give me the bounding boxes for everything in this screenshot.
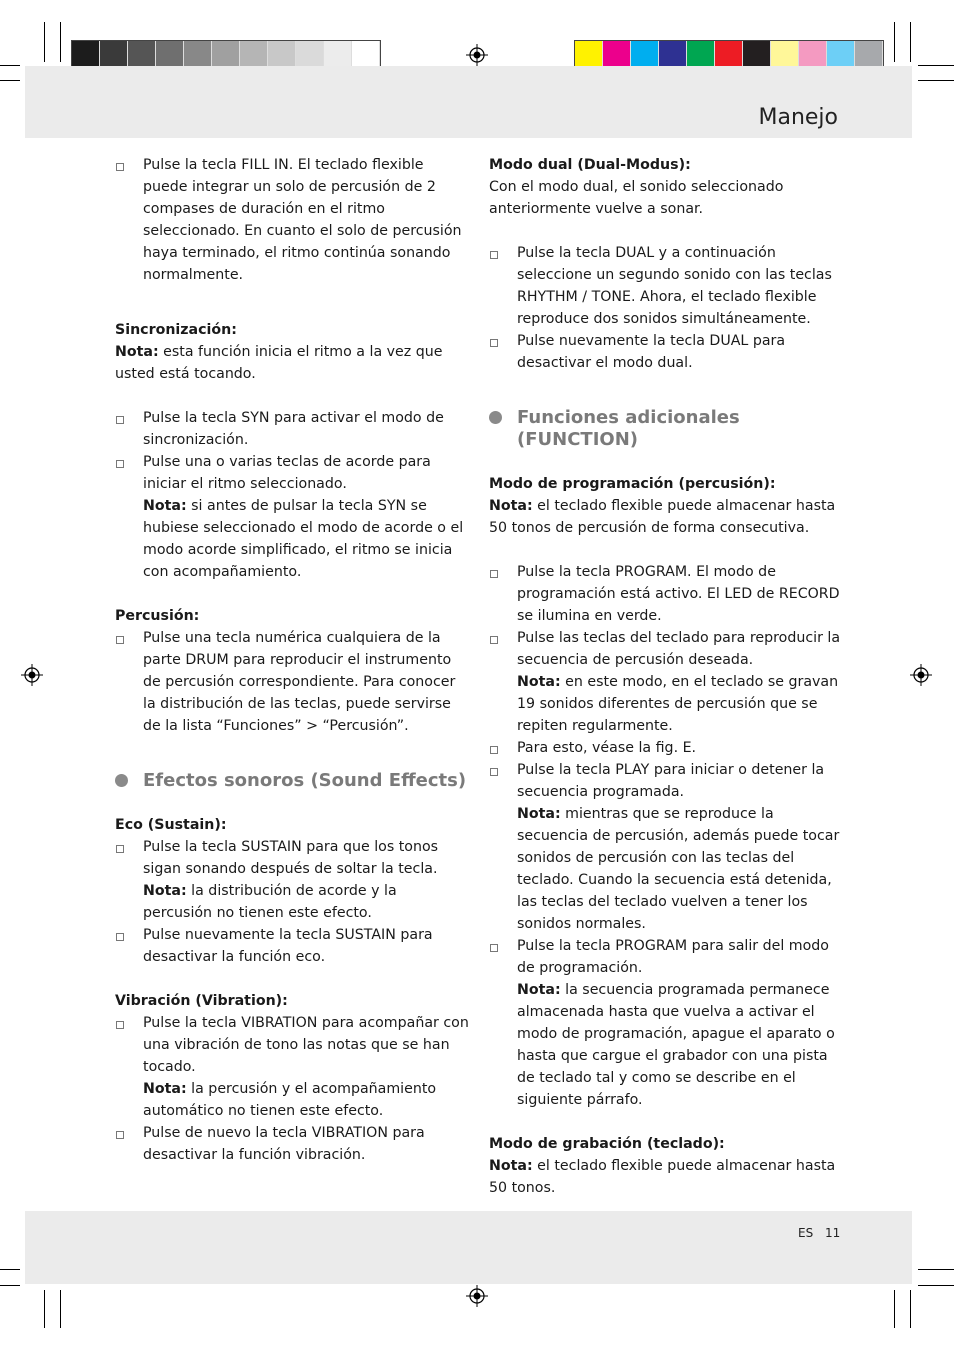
note-text: la secuencia programada permanece almacenada hasta que vuelva a activar el modo de programación, apague el aparato o hasta que cargue el grabador con una pista de teclado tal y como se describe en el siguiente párrafo. xyxy=(517,982,835,1108)
section-heading-text: Efectos sonoros (Sound Effects) xyxy=(143,770,467,791)
list-item xyxy=(115,836,470,924)
crop-mark xyxy=(918,65,954,66)
checkbox-bullet-icon xyxy=(116,1131,124,1139)
list-item xyxy=(489,737,844,759)
note-text: mientras que se reproduce la secuencia de percusión, además puede tocar sonidos de percusión con las teclas del teclado. Cuando la secuencia está detenida, las teclas del teclado vuelven a tener los sonidos normales. xyxy=(517,806,840,932)
item-text: Pulse la tecla SUSTAIN para que los tonos sigan sonando después de soltar la tecla. xyxy=(143,839,439,877)
note-text: la distribución de acorde y la percusión no tienen este efecto. xyxy=(143,883,397,921)
crop-mark xyxy=(0,1285,20,1286)
list-item xyxy=(115,451,470,583)
note-paragraph xyxy=(489,495,844,539)
list-item xyxy=(115,1012,470,1122)
note-text: si antes de pulsar la tecla SYN se hubiese seleccionado el modo de acorde o el modo acorde simplificado, el ritmo se inicia con acompañamiento. xyxy=(143,498,464,580)
list-item xyxy=(115,627,470,737)
subheading: Modo de programación (percusión): xyxy=(489,476,776,492)
subheading: Modo de grabación (teclado): xyxy=(489,1136,725,1152)
item-text: Pulse nuevamente la tecla SUSTAIN para desactivar la función eco. xyxy=(143,927,433,965)
note-label: Nota: xyxy=(143,1081,187,1097)
list-item xyxy=(489,330,844,374)
item-text: Pulse la tecla PROGRAM. El modo de programación está activo. El LED de RECORD se ilumina en verde. xyxy=(517,564,840,624)
subheading: Modo dual (Dual-Modus): xyxy=(489,157,691,173)
crop-mark xyxy=(60,22,61,62)
list-item xyxy=(489,627,844,737)
crop-mark xyxy=(918,1285,954,1286)
item-text: Pulse la tecla DUAL y a continuación seleccione un segundo sonido con las teclas RHYTHM / TONE. Ahora, el teclado flexible reproduce dos sonidos simultáneamente. xyxy=(517,245,832,327)
checkbox-bullet-icon xyxy=(490,570,498,578)
crop-mark xyxy=(918,80,954,81)
checkbox-bullet-icon xyxy=(490,944,498,952)
note-label: Nota: xyxy=(517,806,561,822)
item-text: Para esto, véase la fig. E. xyxy=(517,740,697,756)
checkbox-bullet-icon xyxy=(490,251,498,259)
checkbox-bullet-icon xyxy=(116,1021,124,1029)
note-label: Nota: xyxy=(143,498,187,514)
checkbox-bullet-icon xyxy=(116,163,124,171)
crop-mark xyxy=(910,1290,911,1328)
language-code: ES xyxy=(798,1226,814,1240)
note-paragraph xyxy=(489,1155,844,1199)
list-item xyxy=(489,759,844,935)
section-heading xyxy=(489,407,844,451)
right-column xyxy=(489,154,844,1199)
note-label: Nota: xyxy=(517,982,561,998)
note-text: la percusión y el acompañamiento automático no tienen este efecto. xyxy=(143,1081,437,1119)
checkbox-bullet-icon xyxy=(490,339,498,347)
registration-mark-icon xyxy=(21,664,43,686)
note-label: Nota: xyxy=(115,344,159,360)
checkbox-bullet-icon xyxy=(116,460,124,468)
note-text: el teclado flexible puede almacenar hasta 50 tonos. xyxy=(489,1158,836,1196)
list-item xyxy=(489,242,844,330)
bullet-dot-icon xyxy=(115,774,128,787)
checkbox-bullet-icon xyxy=(490,636,498,644)
note-label: Nota: xyxy=(517,674,561,690)
item-text: Pulse la tecla SYN para activar el modo de sincronización. xyxy=(143,410,444,448)
checkbox-bullet-icon xyxy=(116,636,124,644)
item-text: Pulse la tecla VIBRATION para acompañar con una vibración de tono las notas que se han tocado. xyxy=(143,1015,469,1075)
checkbox-bullet-icon xyxy=(116,933,124,941)
crop-mark xyxy=(0,65,20,66)
list-item xyxy=(489,935,844,1111)
section-heading-text: Funciones adicionales (FUNCTION) xyxy=(517,407,740,450)
list-item xyxy=(115,154,470,286)
crop-mark xyxy=(44,22,45,62)
left-column xyxy=(115,154,470,1166)
page-title: Manejo xyxy=(758,105,838,130)
registration-mark-icon xyxy=(466,1285,488,1307)
registration-mark-icon xyxy=(910,664,932,686)
item-text: Pulse una tecla numérica cualquiera de la parte DRUM para reproducir el instrumento de percusión correspondiente. Para conocer la distribución de las teclas, puede servirse de la lista “Funciones” > “Percusión”. xyxy=(143,630,456,734)
item-text: Pulse de nuevo la tecla VIBRATION para desactivar la función vibración. xyxy=(143,1125,425,1163)
checkbox-bullet-icon xyxy=(490,746,498,754)
crop-mark xyxy=(44,1290,45,1328)
list-item xyxy=(489,561,844,627)
list-item xyxy=(115,924,470,968)
crop-mark xyxy=(60,1290,61,1328)
note-paragraph xyxy=(115,341,470,385)
item-text: Pulse nuevamente la tecla DUAL para desactivar el modo dual. xyxy=(517,333,786,371)
list-item xyxy=(115,1122,470,1166)
checkbox-bullet-icon xyxy=(116,845,124,853)
section-heading xyxy=(115,770,470,792)
crop-mark xyxy=(910,22,911,62)
item-text: Pulse la tecla PROGRAM para salir del modo de programación. xyxy=(517,938,829,976)
item-text: Pulse la tecla FILL IN. El teclado flexible puede integrar un solo de percusión de 2 compases de duración en el ritmo seleccionado. En cuanto el solo de percusión haya terminado, el ritmo continúa sonando normalmente. xyxy=(143,157,462,283)
subheading: Sincronización: xyxy=(115,322,237,338)
page-number: 11 xyxy=(825,1226,841,1240)
note-text: esta función inicia el ritmo a la vez que usted está tocando. xyxy=(115,344,443,382)
registration-mark-icon xyxy=(466,44,488,66)
note-text: el teclado flexible puede almacenar hasta 50 tonos de percusión de forma consecutiva. xyxy=(489,498,836,536)
crop-mark xyxy=(0,1269,20,1270)
crop-mark xyxy=(918,1269,954,1270)
note-label: Nota: xyxy=(143,883,187,899)
subheading: Percusión: xyxy=(115,608,200,624)
item-text: Pulse una o varias teclas de acorde para iniciar el ritmo seleccionado. xyxy=(143,454,431,492)
footer-band xyxy=(25,1211,912,1284)
paragraph: Con el modo dual, el sonido seleccionado anteriormente vuelve a sonar. xyxy=(489,179,784,217)
item-text: Pulse las teclas del teclado para reproducir la secuencia de percusión deseada. xyxy=(517,630,841,668)
checkbox-bullet-icon xyxy=(490,768,498,776)
page-footer xyxy=(798,1226,840,1240)
item-text: Pulse la tecla PLAY para iniciar o detener la secuencia programada. xyxy=(517,762,825,800)
checkbox-bullet-icon xyxy=(116,416,124,424)
crop-mark xyxy=(894,1290,895,1328)
note-text: en este modo, en el teclado se gravan 19 sonidos diferentes de percusión que se repiten regularmente. xyxy=(517,674,839,734)
list-item xyxy=(115,407,470,451)
note-label: Nota: xyxy=(489,498,533,514)
subheading: Eco (Sustain): xyxy=(115,817,227,833)
note-label: Nota: xyxy=(489,1158,533,1174)
subheading: Vibración (Vibration): xyxy=(115,993,288,1009)
bullet-dot-icon xyxy=(489,411,502,424)
crop-mark xyxy=(0,80,20,81)
crop-mark xyxy=(894,22,895,62)
